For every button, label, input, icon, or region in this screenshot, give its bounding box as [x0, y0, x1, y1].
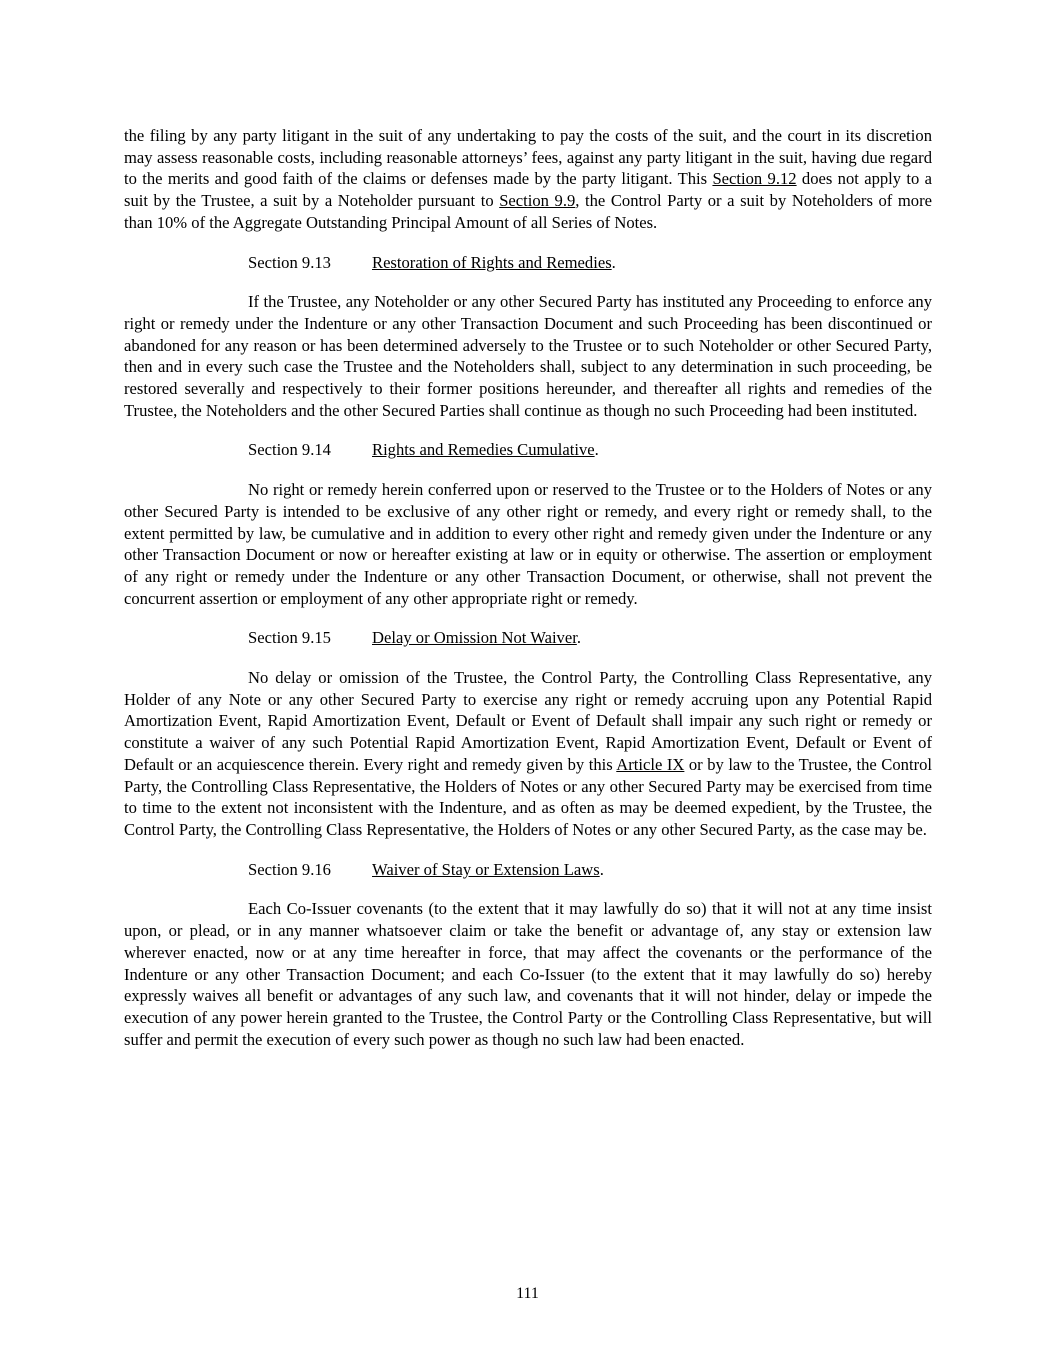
section-9-13-body: If the Trustee, any Noteholder or any other Secured Party has instituted any Proceeding to enforce any right or remedy under the Indenture or any other Transaction Document and such Proceeding has been discontinued or abandoned for any reason or has been determined adversely to the Trustee or to such Noteholder or other Secured Party, then and in every such case the Trustee and the Noteholders shall, subject to any determination in such proceeding, be restored severally and respectively to their former positions hereunder, and thereafter all rights and remedies of the Trustee, the Noteholders and the other Secured Parties shall continue as though no such Proceeding had been instituted.: [124, 292, 932, 420]
section-number: Section 9.14: [248, 440, 331, 460]
section-title-period: .: [576, 628, 581, 648]
opening-text-c: , the Control Party or a suit by Noteholders of more than 10% of the Aggregate Outstanding Principal Amount of all Series of Notes.: [124, 191, 932, 232]
opening-text-b: does not apply to a suit by the Trustee, a suit by a Noteholder pursuant to: [124, 169, 932, 211]
opening-text-a: the filing by any party litigant in the suit of any undertaking to pay the costs of the suit, and the court in its discretion may assess reasonable costs, including reasonable attorneys’ fees, against any party litigant in the suit, having due regard to the merits and good faith of the claims or defenses made by the party litigant. This: [124, 126, 932, 189]
section-9-15-body-b: or by law to the Trustee, the Control Party, the Controlling Class Representative, the Holders of Notes or any other Secured Party may be exercised from time to time to the extent not inconsistent with the Indenture, and as often as may be deemed expedient, by the Trustee, the Control Party, the Controlling Class Representative, the Holders of Notes or any other Secured Party, as the case may be.: [124, 754, 932, 839]
page-number: 111: [516, 1285, 539, 1302]
section-9-15-heading: [248, 627, 932, 649]
section-9-15-body: [124, 667, 932, 841]
section-9-16-heading: [248, 859, 932, 881]
section-title: Delay or Omission Not Waiver: [372, 628, 577, 648]
section-9-9-reference: Section 9.9: [499, 191, 576, 211]
section-9-13-heading: [248, 252, 932, 274]
section-title-period: .: [611, 252, 616, 272]
section-9-16-body: Each Co-Issuer covenants (to the extent that it may lawfully do so) that it will not at any time insist upon, or plead, or in any manner whatsoever claim or take the benefit or advantage of, any stay or extension law wherever enacted, now or at any time hereafter in force, that may affect the covenants or the performance of the Indenture or any other Transaction Document; and each Co-Issuer (to the extent that it may lawfully do so) hereby expressly waives all benefit or advantages of any such law, and covenants that it will not hinder, delay or impede the execution of any power herein granted to the Trustee, the Control Party or the Controlling Class Representative, but will suffer and permit the execution of every such power as though no such law had been enacted.: [124, 899, 932, 1049]
section-title-period: .: [594, 440, 599, 460]
section-9-14-body: No right or remedy herein conferred upon or reserved to the Trustee or to the Holders of Notes or any other Secured Party is intended to be exclusive of any other right or remedy, and every right or remedy shall, to the extent permitted by law, be cumulative and in addition to every other right and remedy given under the Indenture or any other Transaction Document or now or hereafter existing at law or in equity or otherwise. The assertion or employment of any right or remedy under the Indenture or any other Transaction Document, or otherwise, shall not prevent the concurrent assertion or employment of any other appropriate right or remedy.: [124, 480, 932, 608]
section-9-12-reference: Section 9.12: [712, 169, 797, 189]
section-9-14-heading: [248, 439, 932, 461]
section-number: Section 9.13: [248, 252, 331, 272]
document-page: [124, 125, 932, 1068]
section-title: Restoration of Rights and Remedies: [372, 252, 612, 272]
section-title: Rights and Remedies Cumulative: [372, 440, 595, 460]
section-title: Waiver of Stay or Extension Laws: [372, 859, 600, 879]
article-ix-reference: Article IX: [616, 754, 685, 774]
section-9-15-body-a: No delay or omission of the Trustee, the Control Party, the Controlling Class Representative, any Holder of any Note or any other Secured Party to exercise any right or remedy accruing upon any Potential Rapid Amortization Event, Rapid Amortization Event, Default or Event of Default shall impair any such right or remedy or constitute a waiver of any such Potential Rapid Amortization Event, Rapid Amortization Event, Default or Event of Default or an acquiescence therein. Every right and remedy given by this: [124, 668, 932, 774]
section-title-period: .: [599, 859, 604, 879]
section-number: Section 9.16: [248, 859, 331, 879]
section-number: Section 9.15: [248, 628, 331, 648]
opening-paragraph: [124, 125, 932, 234]
